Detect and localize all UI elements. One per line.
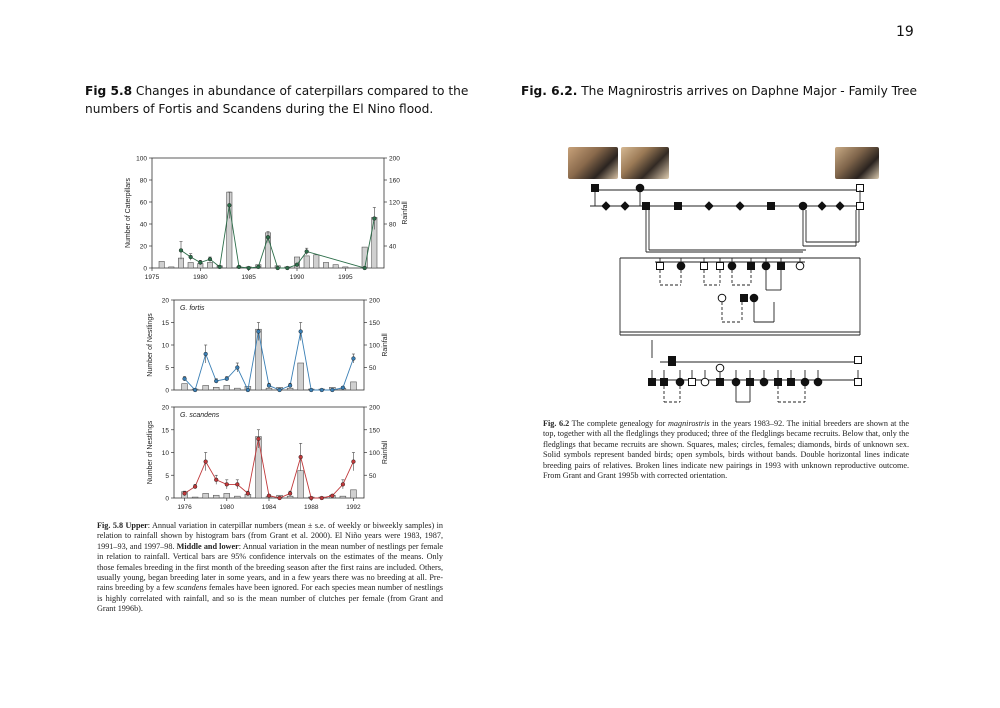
right-caption-text-1: The complete genealogy for <box>569 419 668 428</box>
finch-photo-1 <box>568 147 618 179</box>
rainfall-bar <box>234 496 240 498</box>
right-caption-text-2: in the years 1983–92. The initial breeders are shown at the top, together with all the fledglings they produced; three of the fledglings became recruits. Below that, only the fledglings that became recruits are shown. Squares, males; circles, females; diamonds, birds of unknown sex. Solid symbols represent banded birds; open symbols, birds without bands. Double horizontal lines indicate breeding pairs of relatives. Broken lines indicate new pairings in 1993 with unknown reproductive outcome. From Grant and Grant 1995b with corrected orientation. <box>543 419 910 481</box>
male-symbol <box>592 185 599 192</box>
left-figure-heading <box>85 82 495 118</box>
male-symbol <box>689 379 696 386</box>
rainfall-bar <box>224 493 230 498</box>
y-tick-label: 20 <box>161 297 169 305</box>
rainfall-bar <box>304 256 309 268</box>
data-point <box>246 492 250 496</box>
y-tick-label: 0 <box>143 265 147 273</box>
female-symbol <box>814 378 822 386</box>
data-point <box>237 265 241 269</box>
plot-frame-lower <box>174 407 364 498</box>
right-caption-italic: magnirostris <box>667 419 710 428</box>
y-tick-label: 0 <box>165 387 169 395</box>
male-symbol <box>748 263 755 270</box>
male-symbol <box>717 379 724 386</box>
right-caption-label: Fig. 6.2 <box>543 419 570 428</box>
y2-tick-label: 80 <box>389 221 397 229</box>
y-tick-label: 5 <box>165 472 169 480</box>
rainfall-bar <box>333 265 338 268</box>
rainfall-bar <box>188 263 193 269</box>
female-symbol <box>716 364 724 372</box>
data-point <box>341 482 345 486</box>
y2-tick-label: 150 <box>369 320 380 327</box>
male-symbol <box>857 203 864 210</box>
y2-tick-label: 200 <box>369 297 380 305</box>
male-symbol <box>768 203 775 210</box>
male-symbol <box>855 379 862 386</box>
data-point <box>214 478 218 482</box>
data-point <box>198 261 202 265</box>
data-point <box>193 485 197 489</box>
y2-tick-label: 160 <box>389 177 400 185</box>
female-symbol <box>760 378 768 386</box>
rainfall-bar <box>213 495 219 498</box>
data-point <box>352 357 356 361</box>
data-point <box>363 266 367 270</box>
y2-tick-label: 50 <box>369 365 377 372</box>
data-point <box>330 388 334 392</box>
y-tick-label: 20 <box>161 404 169 412</box>
female-symbol <box>801 378 809 386</box>
data-point <box>179 249 183 253</box>
female-symbol <box>718 294 726 302</box>
y2-axis-label: Rainfall <box>402 201 409 225</box>
data-point <box>278 496 282 500</box>
y2-tick-label: 200 <box>369 404 380 412</box>
data-point <box>309 496 313 500</box>
male-symbol <box>657 263 664 270</box>
data-point <box>246 388 250 392</box>
right-figure-heading <box>521 82 941 100</box>
y-tick-label: 20 <box>139 243 147 251</box>
data-point <box>225 377 229 381</box>
male-symbol <box>778 263 785 270</box>
unknown-sex-symbol <box>705 202 713 210</box>
data-point <box>183 377 187 381</box>
y2-tick-label: 100 <box>369 342 380 350</box>
data-point <box>247 266 251 270</box>
rainfall-bar <box>224 386 230 391</box>
left-caption-text-3: females have been ignored. For each species mean number of nestlings is highly correlated with rainfall, and so is the mean number of clutches per female (from Grant and Grant 1996b). <box>97 583 443 614</box>
rainfall-bar <box>159 261 164 268</box>
male-symbol <box>775 379 782 386</box>
y-tick-label: 100 <box>136 155 147 163</box>
female-symbol <box>728 262 736 270</box>
male-symbol <box>788 379 795 386</box>
rainfall-bar <box>213 387 219 390</box>
x-tick-label: 1988 <box>303 504 319 511</box>
y-axis-label: Number of Nestlings <box>147 313 154 377</box>
rainfall-bar <box>351 382 357 390</box>
y2-tick-label: 50 <box>369 472 377 480</box>
left-figure-title: Changes in abundance of caterpillars compared to the numbers of Fortis and Scandens during the El Nino flood. <box>85 84 469 116</box>
family-tree-diagram <box>560 180 890 410</box>
data-point <box>257 330 261 334</box>
y-tick-label: 80 <box>139 177 147 185</box>
y-tick-label: 5 <box>165 365 169 372</box>
x-tick-label: 1985 <box>241 274 256 281</box>
male-symbol <box>701 263 708 270</box>
data-point <box>266 235 270 239</box>
data-point <box>305 250 309 254</box>
rainfall-bar <box>314 255 319 268</box>
y2-axis-label: Rainfall <box>382 333 389 357</box>
rainfall-bar <box>343 267 348 268</box>
female-symbol <box>677 262 685 270</box>
finch-photo-2 <box>621 147 669 179</box>
data-point <box>372 217 376 221</box>
y-tick-label: 40 <box>139 221 147 229</box>
data-point <box>320 388 324 392</box>
series-label: G. fortis <box>180 305 205 312</box>
y2-axis-label: Rainfall <box>382 440 389 465</box>
x-tick-label: 1980 <box>219 504 235 511</box>
x-tick-label: 1995 <box>338 274 353 281</box>
female-symbol <box>701 378 709 386</box>
data-point <box>235 482 239 486</box>
data-point <box>320 496 324 500</box>
y2-tick-label: 120 <box>389 199 400 207</box>
rainfall-bar <box>192 497 198 498</box>
y-axis-label: Number of Caterpillars <box>125 177 132 249</box>
male-symbol <box>669 357 676 364</box>
data-point <box>183 492 187 496</box>
left-figure-label: Fig 5.8 <box>85 84 133 98</box>
data-point <box>299 330 303 334</box>
data-point <box>288 492 292 496</box>
female-symbol <box>732 378 740 386</box>
y-tick-label: 10 <box>161 450 169 457</box>
y2-tick-label: 200 <box>389 155 400 163</box>
left-caption-text-1: : Annual variation in caterpillar numbers (mean ± s.e. of weekly or biweekly samples) in relation to rainfall shown by histogram bars (from Grant et al. 2000). El Niño years were 1983, 1987, 1991–93, and 1997–98. <box>97 521 443 551</box>
rainfall-bar <box>182 384 188 390</box>
y-tick-label: 0 <box>165 495 169 503</box>
female-symbol <box>676 378 684 386</box>
left-figure-caption <box>97 521 443 615</box>
male-symbol <box>717 263 724 270</box>
rainfall-bar <box>207 263 212 269</box>
data-point <box>208 257 212 261</box>
male-symbol <box>643 203 650 210</box>
data-point <box>299 455 303 459</box>
y-tick-label: 60 <box>139 199 147 207</box>
rainfall-bar <box>266 388 272 390</box>
rainfall-bar <box>323 263 328 269</box>
rainfall-bar <box>298 363 304 390</box>
unknown-sex-symbol <box>818 202 826 210</box>
y2-tick-label: 40 <box>389 243 397 251</box>
data-point <box>309 388 313 392</box>
male-symbol <box>741 295 748 302</box>
x-tick-label: 1984 <box>261 504 277 511</box>
rainfall-bar <box>351 490 357 498</box>
female-symbol <box>799 202 807 210</box>
y-axis-label: Number of Nestlings <box>147 420 154 485</box>
unknown-sex-symbol <box>836 202 844 210</box>
rainfall-bar <box>234 388 240 390</box>
series-line-middle <box>185 332 354 391</box>
data-point <box>204 460 208 464</box>
rainfall-bar <box>178 258 183 268</box>
data-point <box>193 388 197 392</box>
female-symbol <box>750 294 758 302</box>
y-tick-label: 15 <box>161 427 169 435</box>
data-point <box>225 482 229 486</box>
unknown-sex-symbol <box>602 202 610 210</box>
right-figure-title: The Magnirostris arrives on Daphne Major - Family Tree <box>577 84 918 98</box>
rainfall-bar <box>340 496 346 498</box>
data-point <box>276 266 280 270</box>
y2-tick-label: 150 <box>369 427 380 435</box>
unknown-sex-symbol <box>621 202 629 210</box>
data-point <box>257 437 261 441</box>
rainfall-bar <box>169 267 174 268</box>
data-point <box>214 379 218 383</box>
left-caption-label: Fig. 5.8 Upper <box>97 521 148 530</box>
data-point <box>295 263 299 267</box>
data-point <box>288 384 292 388</box>
data-point <box>256 265 260 269</box>
data-point <box>341 386 345 390</box>
data-point <box>267 384 271 388</box>
male-symbol <box>855 357 862 364</box>
female-symbol <box>636 184 644 192</box>
page-number: 19 <box>896 24 914 40</box>
data-point <box>204 352 208 356</box>
rainfall-bar <box>287 388 293 390</box>
x-tick-label: 1980 <box>193 274 208 281</box>
rainfall-bar <box>287 496 293 498</box>
data-point <box>235 366 239 370</box>
rainfall-bar <box>298 471 304 498</box>
rainfall-bar <box>203 493 209 498</box>
x-tick-label: 1990 <box>289 274 305 281</box>
data-point <box>330 494 334 498</box>
rainfall-bar <box>203 386 209 391</box>
finch-photo-3 <box>835 147 879 179</box>
x-tick-label: 1976 <box>177 504 192 511</box>
data-point <box>267 494 271 498</box>
data-point <box>285 266 289 270</box>
y-tick-label: 15 <box>161 320 169 327</box>
female-symbol <box>762 262 770 270</box>
x-tick-label: 1975 <box>144 274 160 281</box>
fig-5-8-charts <box>112 150 412 520</box>
plot-frame-middle <box>174 300 364 390</box>
male-symbol <box>649 379 656 386</box>
unknown-sex-symbol <box>736 202 744 210</box>
y2-tick-label: 100 <box>369 450 380 457</box>
male-symbol <box>675 203 682 210</box>
left-caption-italic: scandens <box>176 583 207 593</box>
female-symbol <box>796 262 804 270</box>
y-tick-label: 10 <box>161 342 169 350</box>
data-point <box>189 255 193 259</box>
left-caption-label-2: Middle and lower <box>176 541 239 551</box>
data-point <box>218 265 222 269</box>
x-tick-label: 1992 <box>346 504 361 511</box>
data-point <box>352 460 356 464</box>
right-figure-caption <box>543 419 909 481</box>
series-label: G. scandens <box>180 412 220 419</box>
series-line-lower <box>185 439 354 498</box>
data-point <box>278 388 282 392</box>
male-symbol <box>747 379 754 386</box>
data-point <box>227 203 231 207</box>
right-figure-label: Fig. 6.2. <box>521 84 578 98</box>
left-caption-text-2: : Annual variation in the mean number of nestlings per female in relation to rainfall. Vertical bars are 95% confidence intervals on the estimates of the means. Only those females breeding in the first month of the breeding season after the first rains are included. Others, usually young, began breeding later in some years, and in a few years there was no breeding at all. Pre-rains breeding by a few <box>97 541 443 593</box>
male-symbol <box>661 379 668 386</box>
